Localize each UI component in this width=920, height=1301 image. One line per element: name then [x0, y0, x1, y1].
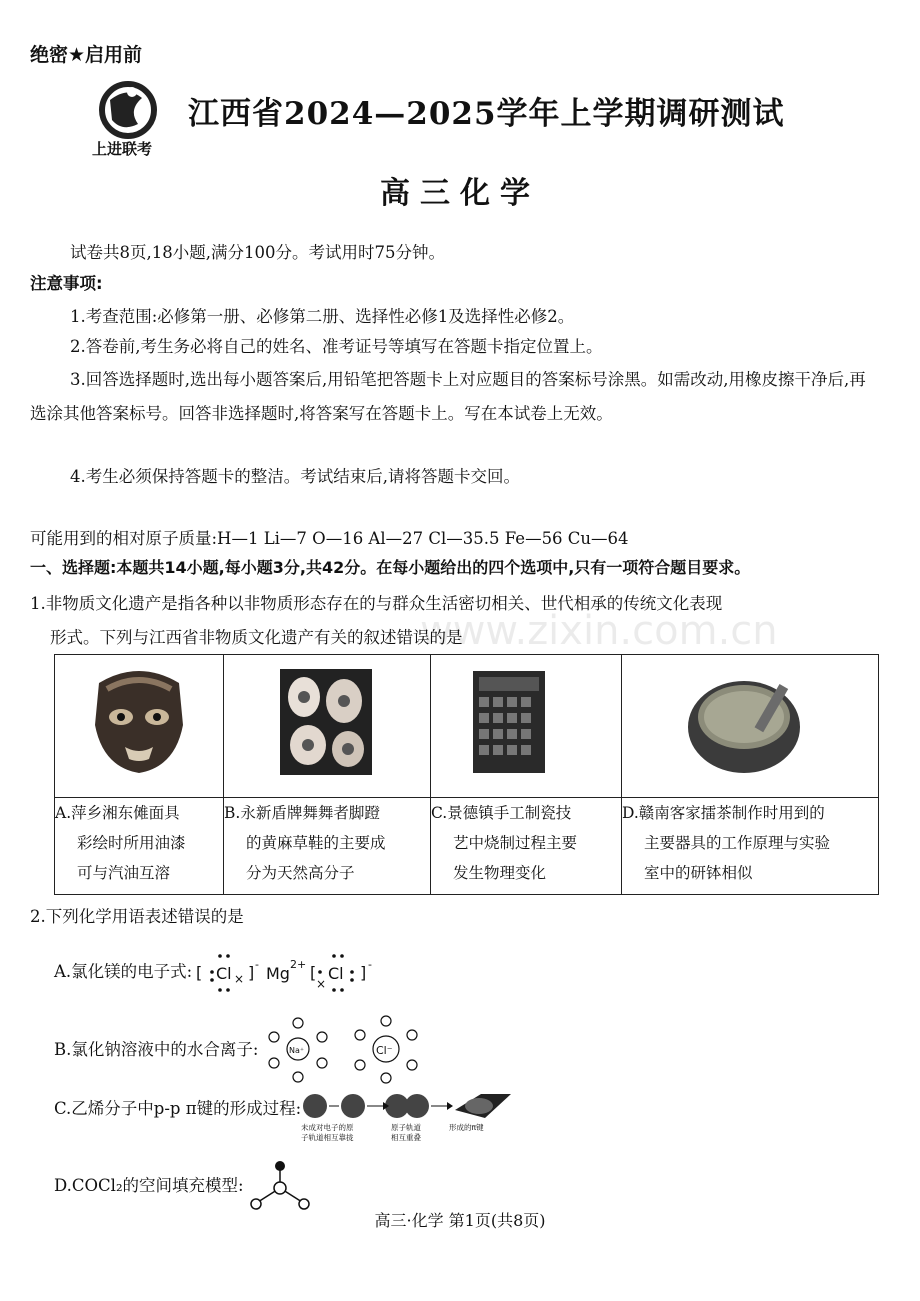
q2-a-label: A.氯化镁的电子式:: [54, 962, 193, 981]
question-2-stem: 2.下列化学用语表述错误的是: [30, 907, 244, 926]
svg-text:[: [: [196, 963, 203, 982]
shield-dance-image: [224, 655, 430, 793]
svg-text:未成对电子的原: 未成对电子的原: [301, 1123, 354, 1132]
note-item: 1.考查范围:必修第一册、必修第二册、选择性必修1及选择性必修2。: [70, 307, 575, 326]
option-c-image: [431, 655, 622, 798]
svg-text:Na⁺: Na⁺: [289, 1046, 305, 1055]
q1-line-1: 1.非物质文化遗产是指各种以非物质形态存在的与群众生活密切相关、世代相承的传统文化表现: [30, 594, 723, 613]
option-b-caption: B.永新盾牌舞舞者脚蹬 的黄麻草鞋的主要成 分为天然高分子: [224, 798, 431, 895]
intro-line: 试卷共8页,18小题,满分100分。考试用时75分钟。: [70, 243, 445, 262]
svg-text:Cl⁻: Cl⁻: [376, 1044, 393, 1057]
svg-text:-: -: [368, 958, 373, 971]
watermark: www.zixin.com.cn: [420, 608, 778, 654]
atomic-masses: 可能用到的相对原子质量:H—1 Li—7 O—16 Al—27 Cl—35.5 Fe—56 Cu—64: [30, 529, 629, 548]
option-a-image: [55, 655, 224, 798]
exam-title: 江西省2024—2025学年上学期调研测试: [188, 96, 785, 132]
svg-text:Mg: Mg: [266, 964, 291, 983]
svg-text:Cl: Cl: [328, 964, 344, 983]
svg-text:Cl: Cl: [216, 964, 232, 983]
option-c-caption: C.景德镇手工制瓷技 艺中烧制过程主要 发生物理变化: [431, 798, 622, 895]
mgcl2-electron-formula: [192, 950, 432, 994]
option-d-caption: D.赣南客家擂茶制作时用到的 主要器具的工作原理与实验 室中的研钵相似: [622, 798, 879, 895]
q2-option-c: [54, 1092, 521, 1152]
option-a-caption: A.萍乡湘东傩面具 彩绘时所用油漆 可与汽油互溶: [55, 798, 224, 895]
svg-text:相互重叠: 相互重叠: [391, 1133, 422, 1142]
svg-text:]: ]: [360, 963, 367, 982]
section-heading: 一、选择题:本题共14小题,每小题3分,共42分。在每小题给出的四个选项中,只有一项符合题目要求。: [30, 558, 751, 577]
secret-label: 绝密★启用前: [30, 44, 143, 66]
porcelain-kiln-image: [431, 655, 621, 793]
question-1-options-table: [54, 654, 879, 895]
q2-option-a: [54, 950, 432, 994]
logo-text: 上进联考: [92, 140, 153, 158]
svg-text:-: -: [255, 958, 260, 971]
svg-text:原子轨道: 原子轨道: [391, 1123, 422, 1132]
q2-option-b: [54, 1015, 438, 1085]
svg-text:[: [: [310, 963, 317, 982]
q2-d-label: D.COCl₂的空间填充模型:: [54, 1176, 244, 1195]
svg-text:子轨道相互靠拢: 子轨道相互靠拢: [301, 1133, 354, 1142]
note-item: 4.考生必须保持答题卡的整洁。考试结束后,请将答题卡交回。: [70, 467, 520, 486]
svg-text:×: ×: [316, 977, 327, 991]
cocl2-model: [244, 1158, 314, 1214]
page-footer: 高三·化学 第1页(共8页): [374, 1211, 546, 1230]
q2-c-label: C.乙烯分子中p-p π键的形成过程:: [54, 1099, 302, 1118]
question-1-stem: [30, 587, 880, 655]
svg-text:×: ×: [234, 972, 245, 986]
nuo-mask-image: [55, 655, 223, 793]
subject-title: 高三化学: [380, 176, 540, 211]
q1-line-2: 形式。下列与江西省非物质文化遗产有关的叙述错误的是: [50, 628, 463, 647]
svg-text:形成的π键: 形成的π键: [449, 1123, 484, 1132]
q2-b-label: B.氯化钠溶液中的水合离子:: [54, 1040, 259, 1059]
tea-mortar-image: [622, 655, 878, 793]
option-d-image: [622, 655, 879, 798]
notes-heading: 注意事项:: [30, 274, 103, 293]
svg-text:]: ]: [248, 963, 255, 982]
hydrated-ions-diagram: [258, 1015, 438, 1085]
option-b-image: [224, 655, 431, 798]
note-item: 2.答卷前,考生务必将自己的姓名、准考证号等填写在答题卡指定位置上。: [70, 337, 603, 356]
note-item: 3.回答选择题时,选出每小题答案后,用铅笔把答题卡上对应题目的答案标号涂黑。如需改动,用橡皮擦干净后,再选涂其他答案标号。回答非选择题时,将答案写在答题卡上。写在本试卷上无效。: [30, 370, 866, 423]
q2-option-d: [54, 1158, 314, 1214]
svg-text:2+: 2+: [290, 958, 307, 971]
pi-bond-formation-diagram: [301, 1092, 521, 1152]
